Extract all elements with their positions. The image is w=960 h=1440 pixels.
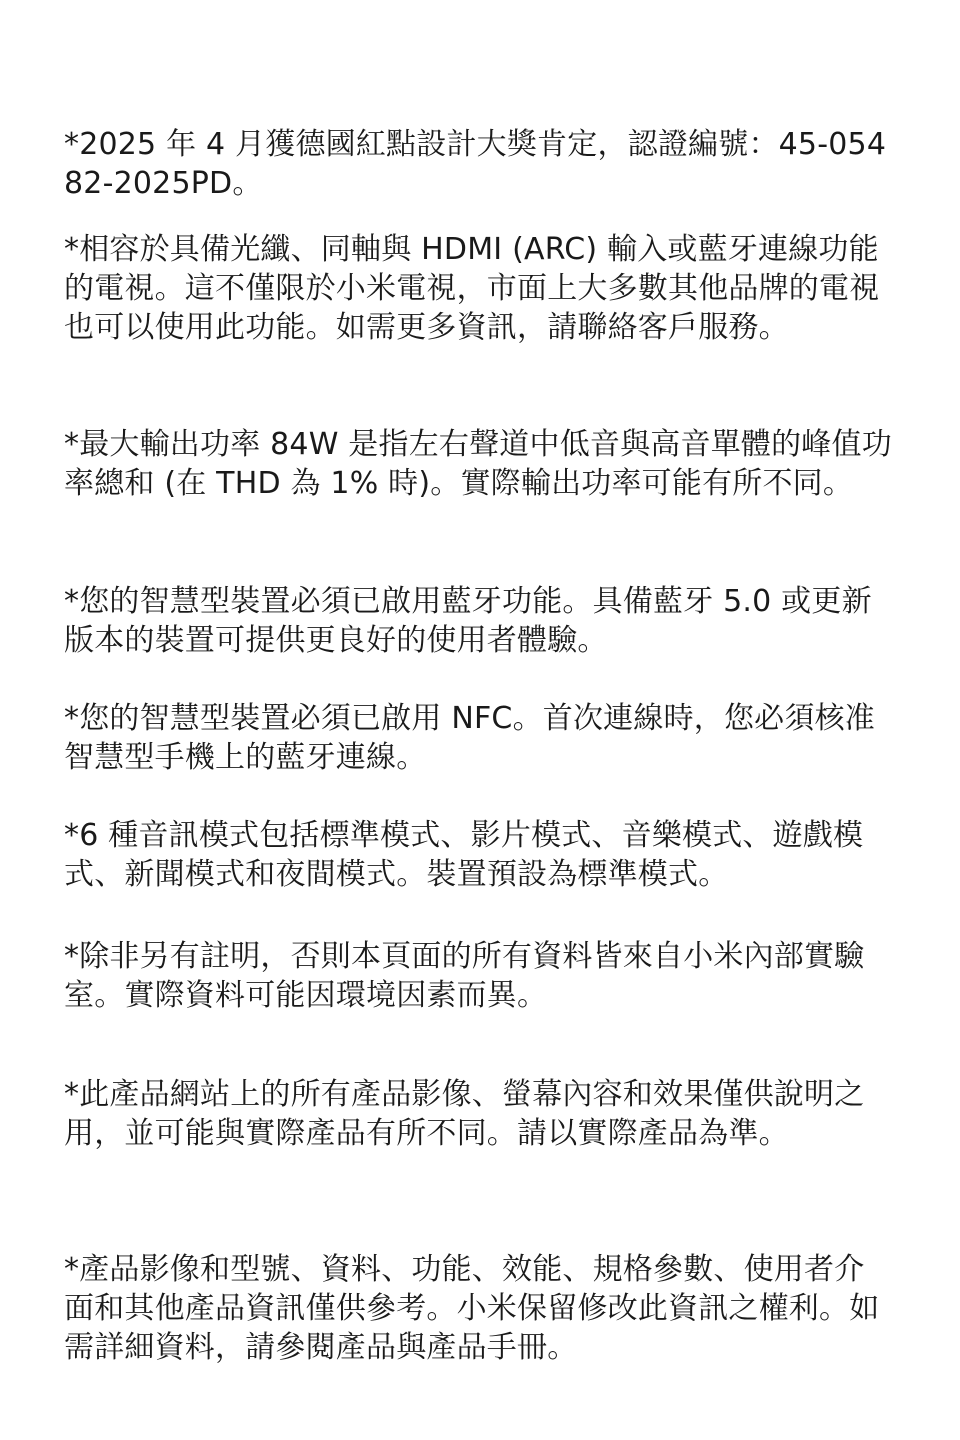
footnote-product-images: *此產品網站上的所有產品影像、螢幕內容和效果僅供說明之用，並可能與實際產品有所不同。請以實際產品為準。 xyxy=(64,1077,865,1151)
footnote-nfc-requirement: *您的智慧型裝置必須已啟用 NFC。首次連線時，您必須核准智慧型手機上的藍牙連線。 xyxy=(64,701,875,775)
footnote-bluetooth-requirement: *您的智慧型裝置必須已啟用藍牙功能。具備藍牙 5.0 或更新版本的裝置可提供更良好的使用者體驗。 xyxy=(64,584,872,658)
footnote-lab-data: *除非另有註明，否則本頁面的所有資料皆來自小米內部實驗室。實際資料可能因環境因素而異。 xyxy=(64,939,865,1013)
footnote-product-info-reference: *產品影像和型號、資料、功能、效能、規格參數、使用者介面和其他產品資訊僅供參考。小米保留修改此資訊之權利。如需詳細資料，請參閱產品與產品手冊。 xyxy=(64,1252,880,1365)
footnote-audio-modes: *6 種音訊模式包括標準模式、影片模式、音樂模式、遊戲模式、新聞模式和夜間模式。裝置預設為標準模式。 xyxy=(64,818,864,892)
footnote-tv-compatibility: *相容於具備光纖、同軸與 HDMI (ARC) 輸入或藍牙連線功能的電視。這不僅限於小米電視，市面上大多數其他品牌的電視也可以使用此功能。如需更多資訊，請聯絡客戶服務。 xyxy=(64,232,880,345)
footnote-red-dot-award: *2025 年 4 月獲德國紅點設計大獎肯定，認證編號：45-05482-2025PD。 xyxy=(64,127,887,201)
footnote-max-output-power: *最大輸出功率 84W 是指左右聲道中低音與高音單體的峰值功率總和 (在 THD 為 1% 時)。實際輸出功率可能有所不同。 xyxy=(64,427,892,501)
